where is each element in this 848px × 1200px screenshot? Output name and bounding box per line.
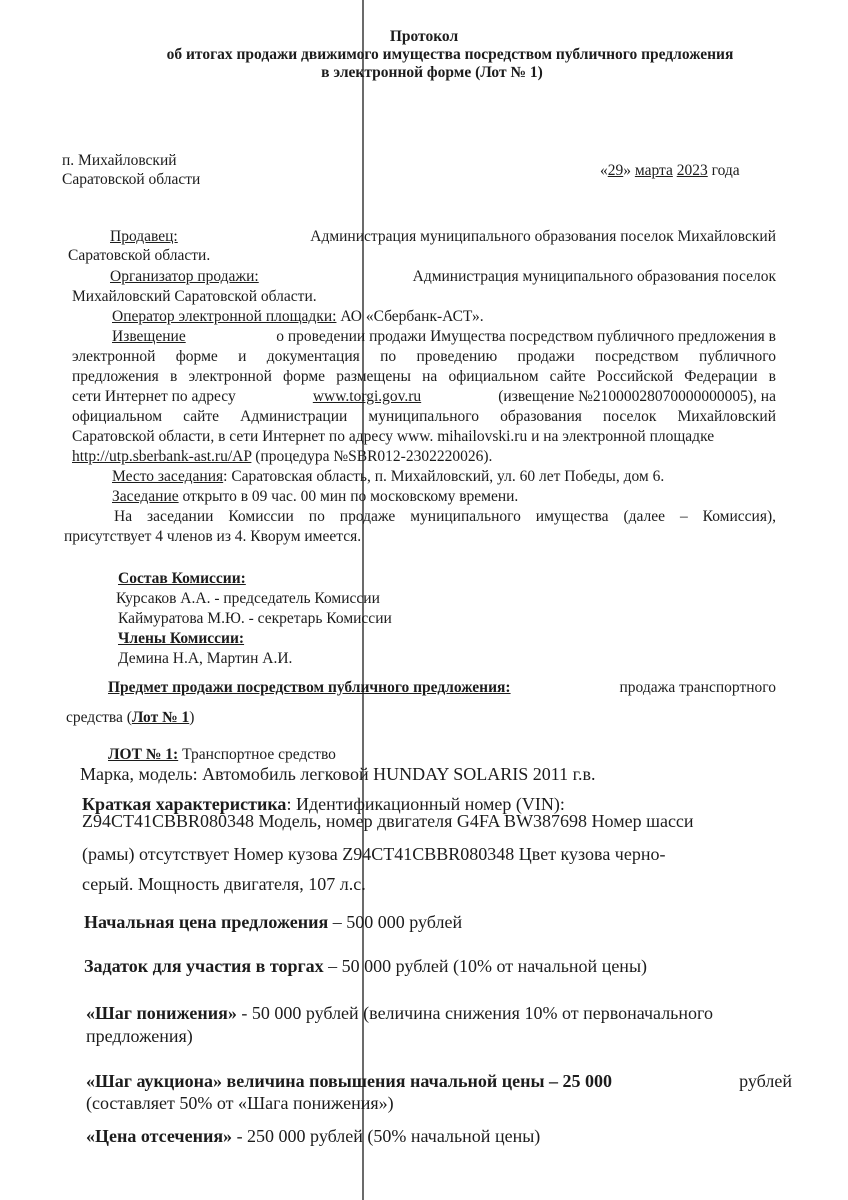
notice-line1: Извещение о проведении продажи Имущества посредством публичного предложения в bbox=[112, 328, 776, 345]
step-down-line2: предложения) bbox=[86, 1026, 193, 1046]
subject-line1: Предмет продажи посредством публичного предложения: продажа транспортного bbox=[108, 679, 776, 696]
session-line: Заседание открыто в 09 час. 00 мин по московскому времени. bbox=[112, 488, 519, 505]
organizer-line1: Организатор продажи: Администрация муниципального образования поселок bbox=[110, 268, 776, 285]
doc-title: Протокол bbox=[389, 28, 459, 45]
subject-line2: средства (Лот № 1) bbox=[66, 709, 195, 726]
place-line1: п. Михайловский bbox=[62, 152, 177, 169]
notice-line2: электронной форме и документация по проведению продажи посредством публичного bbox=[72, 348, 776, 365]
place-line2: Саратовской области bbox=[62, 171, 201, 188]
notice-line3: предложения в электронной форме размещены на официальном сайте Российской Федерации в bbox=[72, 368, 776, 385]
doc-title-line3: в электронной форме (Лот № 1) bbox=[321, 64, 543, 81]
torgi-link[interactable]: www.torgi.gov.ru bbox=[312, 388, 422, 405]
organizer-line2: Михайловский Саратовской области. bbox=[72, 288, 317, 305]
operator-line: Оператор электронной площадки: АО «Сбербанк-АСТ». bbox=[112, 308, 484, 325]
lot-char-line1: Краткая характеристика: Идентификационный номер (VIN): bbox=[82, 794, 565, 814]
sberbank-link[interactable]: http://utp.sberbank-ast.ru/AP bbox=[72, 448, 252, 465]
auction-step-line2: (составляет 50% от «Шага понижения») bbox=[86, 1093, 394, 1113]
deposit: Задаток для участия в торгах – 50 000 рублей (10% от начальной цены) bbox=[84, 956, 648, 976]
notice-line5: официальном сайте Администрации муниципального образования поселок Михайловский bbox=[72, 408, 776, 425]
notice-line6: Саратовской области, в сети Интернет по адресу www. mihailovski.ru и на электронной площадке bbox=[72, 428, 715, 445]
step-down-line1: «Шаг понижения» - 50 000 рублей (величина снижения 10% от первоначального bbox=[86, 1003, 713, 1023]
lot-model: Марка, модель: Автомобиль легковой HUNDAY SOLARIS 2011 г.в. bbox=[80, 764, 596, 784]
lot-char-line2: Z94CT41CBBR080348 Модель, номер двигателя G4FA BW387698 Номер шасси bbox=[82, 811, 694, 831]
venue-line: Место заседания: Саратовская область, п. Михайловский, ул. 60 лет Победы, дом 6. bbox=[112, 468, 665, 485]
commission-secretary: Каймуратова М.Ю. - секретарь Комиссии bbox=[118, 610, 392, 627]
commission-heading: Состав Комиссии: bbox=[118, 570, 246, 587]
protocol-date: «29» марта 2023 года bbox=[600, 162, 740, 179]
lot-char-line4: серый. Мощность двигателя, 107 л.с. bbox=[82, 874, 366, 894]
notice-line4: сети Интернет по адресу www.torgi.gov.ru (извещение №21000028070000000005), на bbox=[72, 388, 776, 405]
lot-line: ЛОТ № 1: Транспортное средство bbox=[108, 746, 336, 763]
start-price: Начальная цена предложения – 500 000 рублей bbox=[84, 912, 463, 932]
seller-line2: Саратовской области. bbox=[68, 247, 211, 264]
notice-line7: http://utp.sberbank-ast.ru/AP (процедура №SBR012-2302220026). bbox=[72, 448, 493, 465]
lot-char-line3: (рамы) отсутствует Номер кузова Z94CT41CBBR080348 Цвет кузова черно- bbox=[82, 844, 666, 864]
commission-members-heading: Члены Комиссии: bbox=[118, 630, 245, 647]
commission-members: Демина Н.А, Мартин А.И. bbox=[118, 650, 293, 667]
seller-line1: Продавец: Администрация муниципального образования поселок Михайловский bbox=[110, 228, 776, 245]
cutoff-price: «Цена отсечения» - 250 000 рублей (50% начальной цены) bbox=[86, 1126, 541, 1146]
quorum-line1: На заседании Комиссии по продаже муниципального имущества (далее – Комиссия), bbox=[114, 508, 776, 525]
auction-step-line1: «Шаг аукциона» величина повышения начальной цены – 25 000 рублей bbox=[86, 1071, 792, 1091]
commission-chair: Курсаков А.А. - председатель Комиссии bbox=[116, 590, 380, 607]
quorum-line2: присутствует 4 членов из 4. Кворум имеется. bbox=[64, 528, 362, 545]
doc-title-line2: об итогах продажи движимого имущества посредством публичного предложения bbox=[166, 46, 734, 63]
